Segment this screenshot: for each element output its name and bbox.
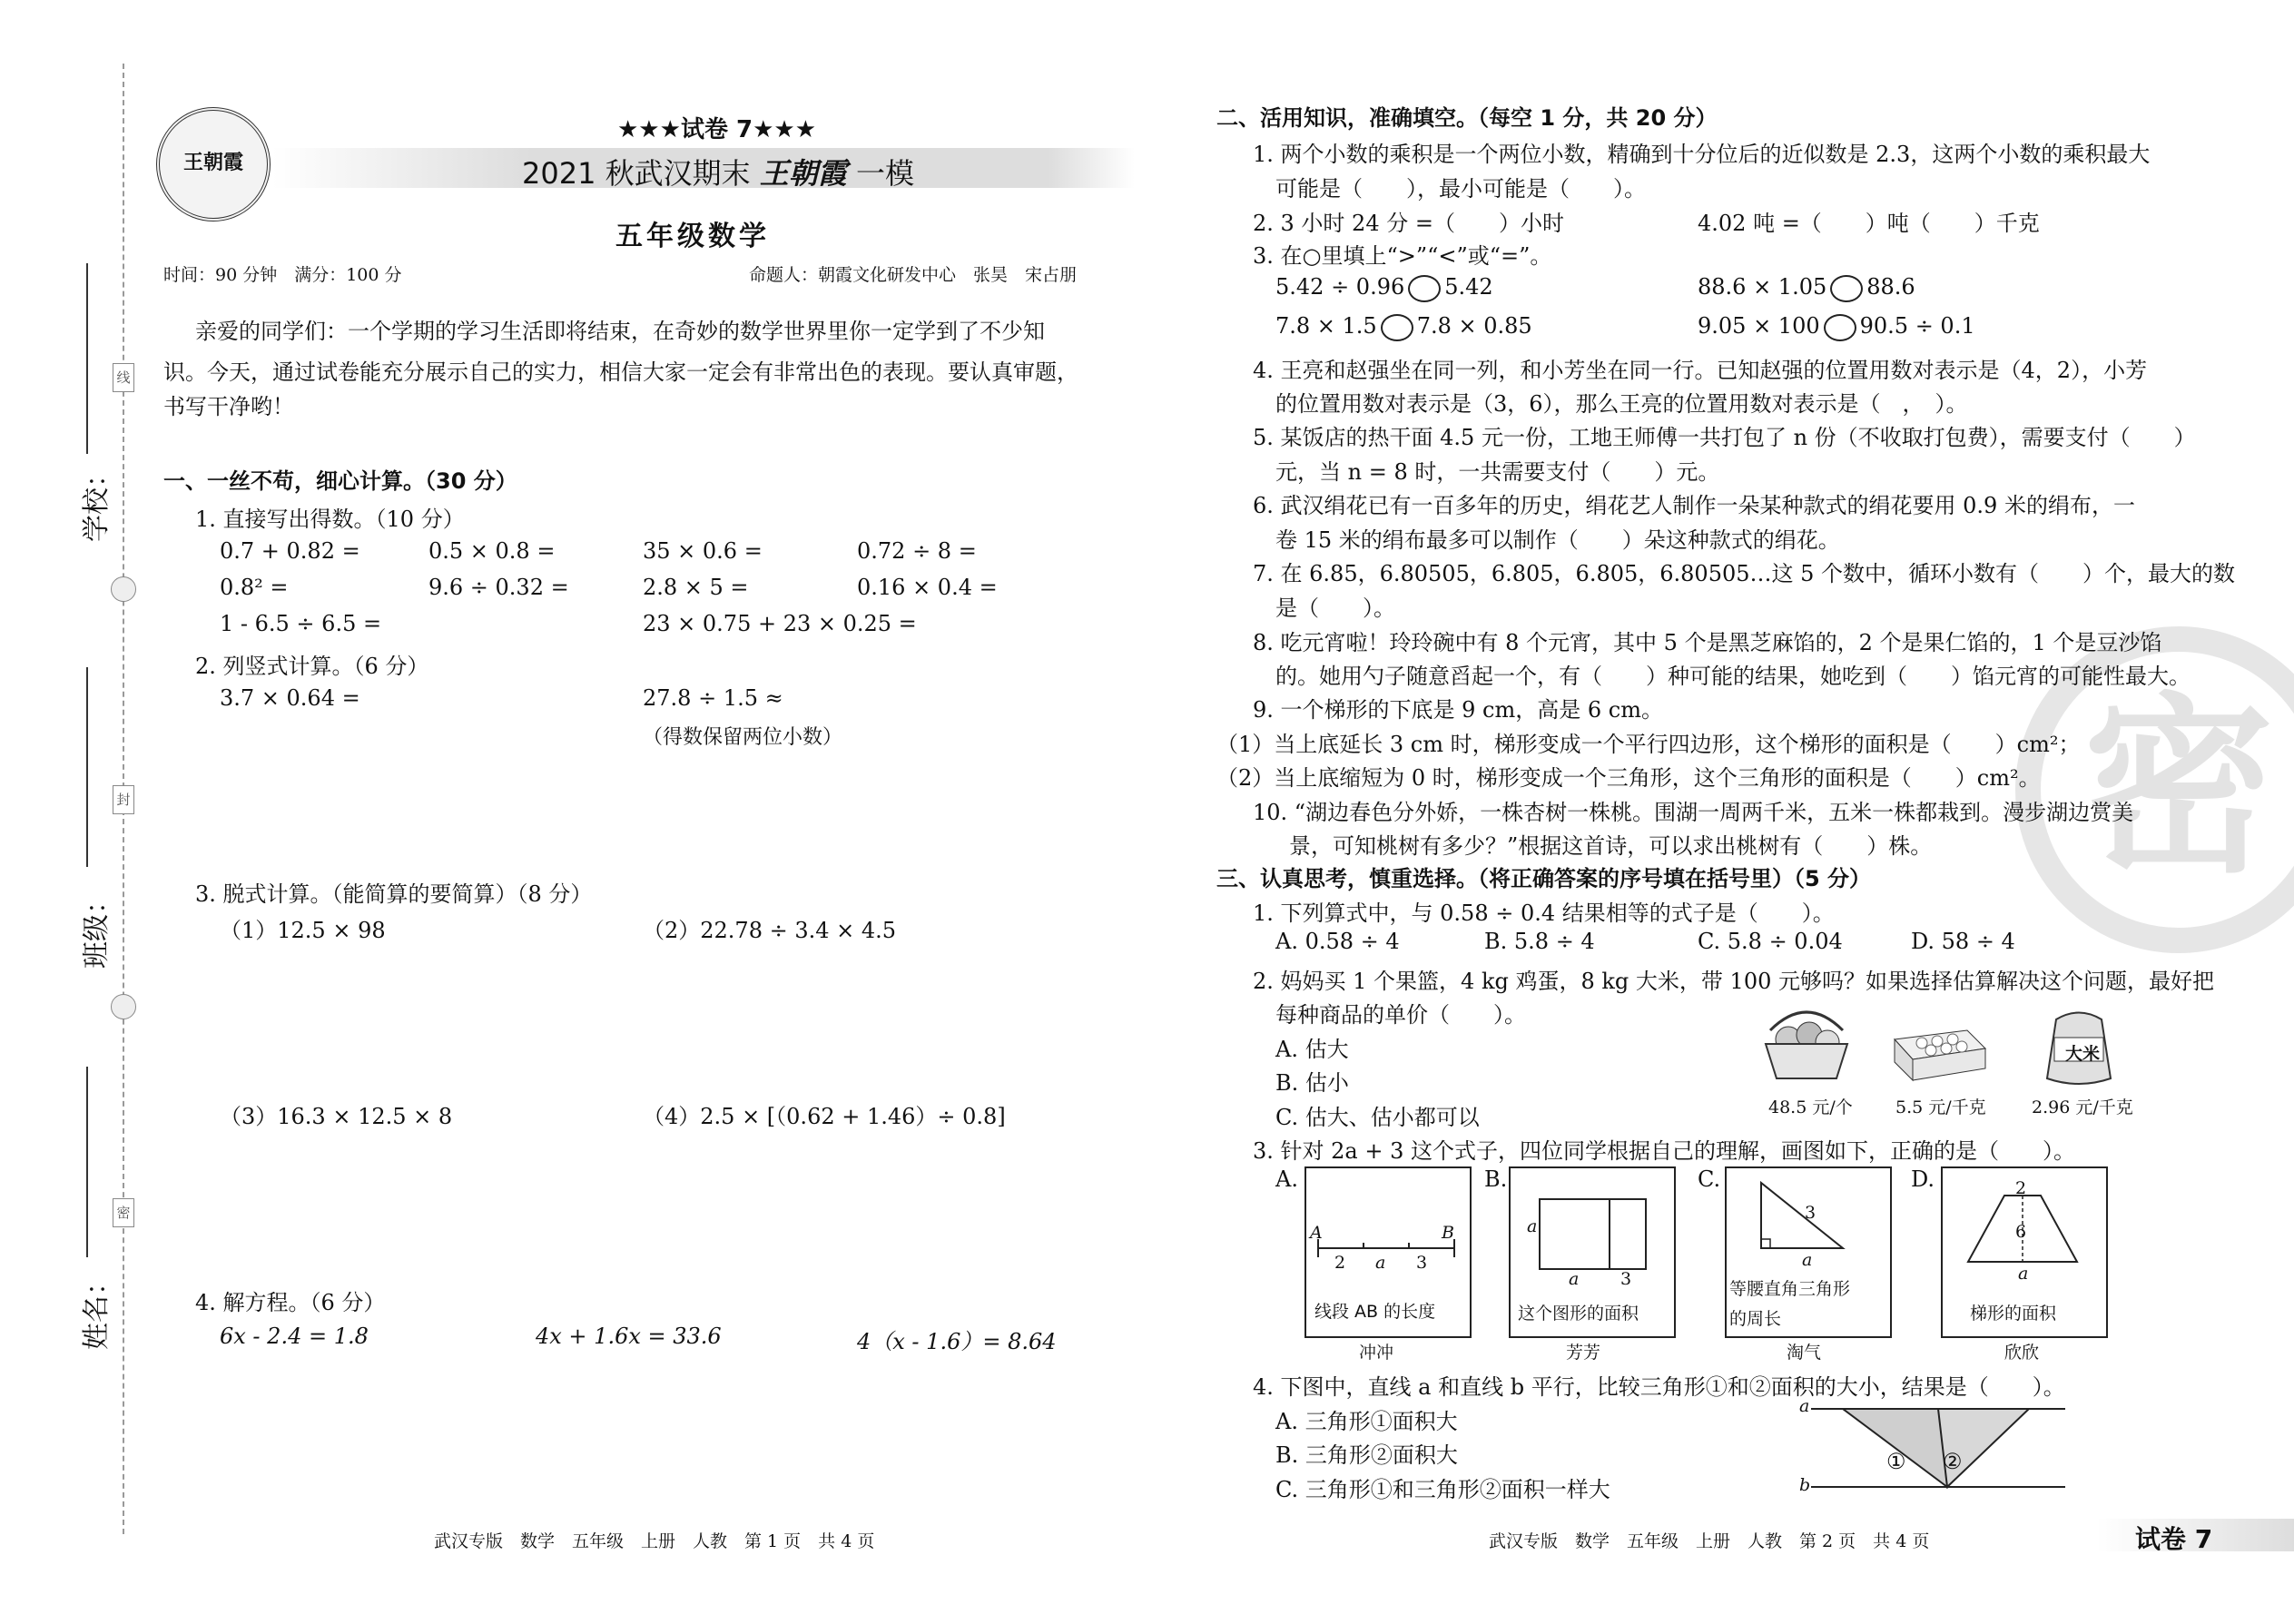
q-line: 4. 下图中，直线 a 和直线 b 平行，比较三角形①和②面积的大小，结果是（ ）。: [1253, 1374, 2065, 1400]
compare-circle[interactable]: [1824, 314, 1856, 341]
rice-bag-label: 大米: [2065, 1044, 2101, 1064]
choice-option[interactable]: B. 估小: [1275, 1070, 1349, 1096]
fig-b-label-3: 3: [1620, 1269, 1632, 1289]
seal-watermark: 密: [2015, 626, 2294, 953]
compare-item: 9.05 × 100 90.5 ÷ 0.1: [1698, 313, 1975, 341]
q-line: 7. 在 6.85，6.80505，6.805，6.805，6.80505…这 5 个数中，循环小数有（ ）个，最大的数: [1253, 561, 2236, 586]
authors: 命题人：朝霞文化研发中心 张昊 宋占朋: [749, 265, 1078, 285]
choice-option[interactable]: A. 估大: [1275, 1037, 1349, 1062]
figure-b-divider: [1609, 1198, 1610, 1270]
triangle-2-label: ②: [1943, 1449, 1963, 1474]
margin-tag-xian: 线: [113, 363, 134, 392]
fig-b-label-a2: a: [1569, 1269, 1580, 1289]
fig-a-label-3: 3: [1416, 1253, 1428, 1273]
q-line: （1）当上底延长 3 cm 时，梯形变成一个平行四边形，这个梯形的面积是（ ）cm²；: [1216, 732, 2081, 757]
choice-option[interactable]: D. 58 ÷ 4: [1911, 929, 2015, 954]
figure-option-letter[interactable]: D.: [1911, 1166, 1935, 1192]
fruit-basket-icon: [1757, 999, 1856, 1085]
fig-a-label-B: B: [1442, 1223, 1454, 1243]
footer-right: 武汉专版 数学 五年级 上册 人教 第 2 页 共 4 页: [1489, 1531, 1930, 1551]
fig-a-author: 冲冲: [1359, 1343, 1394, 1363]
step-calc-item: （2）22.78 ÷ 3.4 × 4.5: [643, 918, 897, 943]
name-label: 姓名：: [81, 1268, 113, 1350]
figure-option-letter[interactable]: A.: [1275, 1166, 1298, 1192]
calc-item: 23 × 0.75 + 23 × 0.25 =: [643, 611, 917, 636]
price-rice: 2.96 元/千克: [2032, 1097, 2133, 1117]
equation-item: 4（x - 1.6）= 8.64: [857, 1329, 1057, 1354]
footer-left: 武汉专版 数学 五年级 上册 人教 第 1 页 共 4 页: [434, 1531, 875, 1551]
stars-label: ★★★试卷 7★★★: [617, 116, 817, 143]
fig-a-label-A: A: [1310, 1223, 1323, 1243]
q-line: 4.02 吨 =（ ）吨（ ）千克: [1698, 211, 2040, 236]
q-line: 3. 针对 2a + 3 这个式子，四位同学根据自己的理解，画图如下，正确的是（ ）。: [1253, 1138, 2075, 1164]
q-line: 5. 某饭店的热干面 4.5 元一份，工地王师傅一共打包了 n 份（不收取打包费），需要支付（ ）: [1253, 425, 2196, 450]
calc-item: 0.5 × 0.8 =: [428, 538, 556, 564]
name-fill-line: [86, 1067, 88, 1257]
school-fill-line: [86, 263, 88, 454]
binding-hole-icon: [111, 994, 136, 1019]
part3-title: 三、认真思考，慎重选择。（将正确答案的序号填在括号里）（5 分）: [1216, 866, 1872, 891]
line-a-label: a: [1799, 1396, 1810, 1416]
line-b-label: b: [1799, 1475, 1811, 1495]
fig-d-author: 欣欣: [2004, 1343, 2040, 1363]
q-line: 9. 一个梯形的下底是 9 cm，高是 6 cm。: [1253, 697, 1663, 723]
calc-item: 0.72 ÷ 8 =: [857, 538, 977, 564]
figure-option-letter[interactable]: C.: [1698, 1166, 1721, 1192]
footer-tag: 试卷 7: [2135, 1524, 2213, 1554]
figure-b-rect: [1539, 1198, 1647, 1270]
calc-item: 0.16 × 0.4 =: [857, 575, 998, 600]
exam-title: 2021 秋武汉期末 王朝霞 一模: [522, 156, 914, 191]
choice-option[interactable]: A. 0.58 ÷ 4: [1275, 929, 1400, 954]
fig-d-label-6: 6: [2015, 1222, 2027, 1242]
parallel-lines-triangles-figure: [1802, 1398, 2070, 1502]
calc-item: 35 × 0.6 =: [643, 538, 763, 564]
fig-c-author: 淘气: [1787, 1343, 1822, 1363]
figure-option-letter[interactable]: B.: [1484, 1166, 1508, 1192]
q-line: 卷 15 米的绢布最多可以制作（ ）朵这种款式的绢花。: [1275, 527, 1840, 553]
equation-item: 6x - 2.4 = 1.8: [220, 1324, 369, 1349]
fig-d-caption: 梯形的面积: [1970, 1304, 2057, 1324]
q-line: 6. 武汉绢花已有一百多年的历史，绢花艺人制作一朵某种款式的绢花要用 0.9 米的绢布，一: [1253, 493, 2135, 518]
intro-line: 亲爱的同学们：一个学期的学习生活即将结束，在奇妙的数学世界里你一定学到了不少知: [195, 319, 1045, 344]
step-calc-item: （3）16.3 × 12.5 × 8: [220, 1104, 453, 1129]
q-line: 元，当 n = 8 时，一共需要支付（ ）元。: [1275, 459, 1720, 485]
choice-option[interactable]: C. 5.8 ÷ 0.04: [1698, 929, 1843, 954]
intro-line: 识。今天，通过试卷能充分展示自己的实力，相信大家一定会有非常出色的表现。要认真审题，: [163, 359, 1078, 385]
compare-item: 7.8 × 1.5 7.8 × 0.85: [1275, 313, 1532, 341]
fig-a-label-2: 2: [1334, 1253, 1346, 1273]
calc-item: 0.8² =: [220, 575, 289, 600]
q-line: 的。她用勺子随意舀起一个，有（ ）种可能的结果，她吃到（ ）馅元宵的可能性最大。: [1275, 664, 2191, 689]
p1-q2: 2. 列竖式计算。（6 分）: [195, 654, 429, 679]
margin-tag-mi: 密: [113, 1198, 134, 1227]
choice-option[interactable]: A. 三角形①面积大: [1275, 1409, 1458, 1434]
fig-d-label-a: a: [2018, 1264, 2029, 1284]
q-line: 是（ ）。: [1275, 595, 1395, 621]
q-line: 的位置用数对表示是（3，6），那么王亮的位置用数对表示是（ ， ）。: [1275, 391, 1968, 417]
q-line: 10. “湖边春色分外娇，一株杏树一株桃。围湖一周两千米，五米一株都栽到。漫步湖边赏美: [1253, 800, 2134, 825]
intro-line: 书写干净哟！: [163, 394, 294, 419]
fig-a-label-a: a: [1375, 1253, 1386, 1273]
calc-item: 2.8 × 5 =: [643, 575, 749, 600]
equation-item: 4x + 1.6x = 33.6: [536, 1324, 722, 1349]
choice-option[interactable]: B. 三角形②面积大: [1275, 1442, 1458, 1468]
q-line: 4. 王亮和赵强坐在同一列，和小芳坐在同一行。已知赵强的位置用数对表示是（4，2），小芳: [1253, 358, 2148, 383]
compare-item: 88.6 × 1.05 88.6: [1698, 274, 1915, 302]
q-line: 每种商品的单价（ ）。: [1275, 1002, 1526, 1028]
time-info: 时间：90 分钟 满分：100 分: [163, 265, 402, 285]
fig-c-caption-2: 的周长: [1729, 1309, 1782, 1329]
q-line: 2. 3 小时 24 分 =（ ）小时: [1253, 211, 1564, 236]
p1-q4: 4. 解方程。（6 分）: [195, 1290, 386, 1315]
q-line: 3. 在○里填上“>”“<”或“=”。: [1253, 243, 1552, 269]
compare-item: 5.42 ÷ 0.96 5.42: [1275, 274, 1493, 302]
calc-item: 9.6 ÷ 0.32 =: [428, 575, 569, 600]
price-basket: 48.5 元/个: [1768, 1097, 1853, 1117]
margin-tag-feng: 封: [113, 785, 134, 814]
logo-text: 王朝霞: [182, 152, 243, 174]
fig-b-caption: 这个图形的面积: [1518, 1304, 1639, 1324]
p1-q1: 1. 直接写出得数。（10 分）: [195, 507, 465, 532]
fig-b-author: 芳芳: [1566, 1343, 1601, 1363]
compare-circle[interactable]: [1830, 275, 1863, 302]
fig-c-label-a: a: [1802, 1250, 1813, 1270]
step-calc-item: （1）12.5 × 98: [220, 918, 386, 943]
q-line: 1. 两个小数的乘积是一个两位小数，精确到十分位后的近似数是 2.3，这两个小数的乘积最大: [1253, 142, 2151, 167]
calc-item: 1 - 6.5 ÷ 6.5 =: [220, 611, 382, 636]
choice-option[interactable]: B. 5.8 ÷ 4: [1484, 929, 1595, 954]
p1-q3: 3. 脱式计算。（能简算的要简算）（8 分）: [195, 881, 593, 907]
fig-a-caption: 线段 AB 的长度: [1314, 1302, 1436, 1322]
q-line: 2. 妈妈买 1 个果篮，4 kg 鸡蛋，8 kg 大米，带 100 元够吗？如果选择估算解决这个问题，最好把: [1253, 969, 2214, 994]
school-label: 学校：: [81, 460, 113, 542]
choice-option[interactable]: C. 估大、估小都可以: [1275, 1105, 1480, 1130]
rounding-note: （得数保留两位小数）: [643, 726, 843, 749]
fig-c-caption: 等腰直角三角形: [1729, 1279, 1851, 1299]
triangle-1-label: ①: [1886, 1449, 1906, 1474]
compare-circle[interactable]: [1381, 314, 1413, 341]
class-fill-line: [86, 667, 88, 867]
price-eggs: 5.5 元/千克: [1895, 1097, 1986, 1117]
q-line: 可能是（ ），最小可能是（ ）。: [1275, 176, 1646, 202]
binding-hole-icon: [111, 576, 136, 602]
q-line: 1. 下列算式中，与 0.58 ÷ 0.4 结果相等的式子是（ ）。: [1253, 901, 1835, 926]
q-line: （2）当上底缩短为 0 时，梯形变成一个三角形，这个三角形的面积是（ ）cm²。: [1216, 765, 2041, 791]
choice-option[interactable]: C. 三角形①和三角形②面积一样大: [1275, 1477, 1610, 1502]
fig-b-label-a: a: [1527, 1216, 1538, 1236]
part1-title: 一、一丝不苟，细心计算。（30 分）: [163, 468, 517, 494]
egg-box-icon: [1890, 1021, 1990, 1085]
class-label: 班级：: [81, 887, 113, 969]
q-line: 8. 吃元宵啦！玲玲碗中有 8 个元宵，其中 5 个是黑芝麻馅的，2 个是果仁馅的，1 个是豆沙馅: [1253, 630, 2162, 655]
vertical-calc-item: 27.8 ÷ 1.5 ≈: [643, 685, 783, 711]
logo: [156, 107, 271, 221]
subject-title: 五年级数学: [615, 221, 770, 252]
part2-title: 二、活用知识，准确填空。（每空 1 分，共 20 分）: [1216, 105, 1718, 131]
fig-c-label-3: 3: [1805, 1203, 1816, 1223]
vertical-calc-item: 3.7 × 0.64 =: [220, 685, 360, 711]
calc-item: 0.7 + 0.82 =: [220, 538, 360, 564]
q-line: 景，可知桃树有多少？”根据这首诗，可以求出桃树有（ ）株。: [1289, 833, 1933, 859]
step-calc-item: （4）2.5 × [（0.62 + 1.46）÷ 0.8]: [643, 1104, 1006, 1129]
fig-d-label-2: 2: [2015, 1178, 2027, 1198]
compare-circle[interactable]: [1408, 275, 1441, 302]
